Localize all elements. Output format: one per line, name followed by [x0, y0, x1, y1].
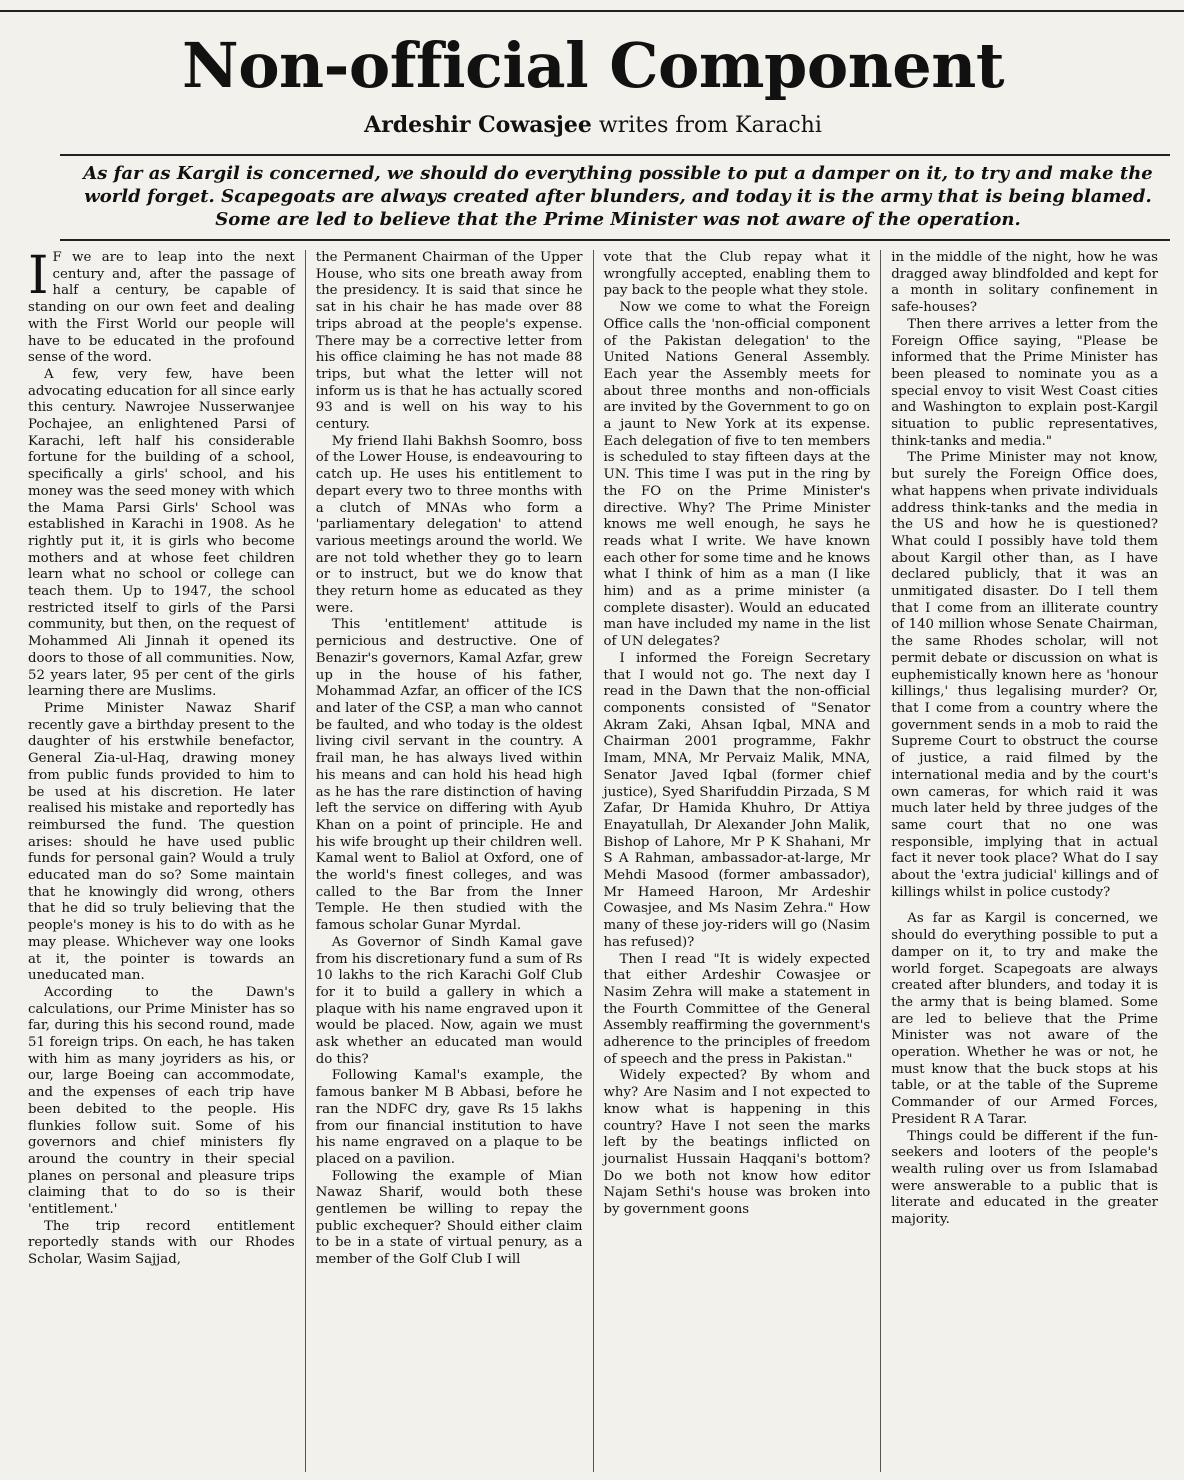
paragraph: Now we come to what the Foreign Office calls the 'non-official component of the Pakistan delegation' to the United Nations General Assembly. Each year the Assembly meets for about three months and non-officials are invited by the Government to go on a jaunt to New York at its expense. Each delegation of five to ten members is scheduled to stay fifteen days at the UN. This time I was put in the ring by the FO on the Prime Minister's directive. Why? The Prime Minister knows me well enough, he says he reads what I write. We have known each other for some time and he knows what I think of him as a man (I like him) and as a prime minister (a complete disaster). Would an educated man have included my name in the list of UN delegates? — [603, 300, 871, 650]
article-page — [18, 14, 1168, 1476]
column-3 — [593, 250, 881, 1472]
deck: As far as Kargil is concerned, we should do everything possible to put a damper on it, to try and make the world forget. Scapegoats are always created after blunders, and today it is the army that is being blamed. Some are led to believe that the Prime Minister was not aware of the operation. — [83, 163, 1153, 230]
headline: Non-official Component — [182, 29, 1004, 102]
paragraph: Following Kamal's example, the famous banker M B Abbasi, before he ran the NDFC dry, gave Rs 15 lakhs from our financial institution to have his name engraved on a plaque to be placed on a pavilion. — [315, 1068, 583, 1167]
paragraph: The Prime Minister may not know, but surely the Foreign Office does, what happens when private individuals address think-tanks and the media in the US and how he is questioned? What could I possibly have told them about Kargil other than, as I have declared publicly, that it was an unmitigated disaster. Do I tell them that I come from an illiterate country of 140 million whose Senate Chairman, the same Rhodes scholar, will not permit debate or discussion on what is euphemistically known here as 'honour killings,' thus legalising murder? Or, that I come from a country where the government sends in a mob to raid the Supreme Court to obstruct the course of justice, a raid filmed by the international media and by the court's own cameras, for which raid it was much later held by three judges of the same court that no one was responsible, implying that in actual fact it never took place? What do I say about the 'extra judicial' killings and of killings whilst in police custody? — [891, 450, 1158, 900]
column-2 — [305, 250, 593, 1472]
paragraph: The trip record entitlement reportedly stands with our Rhodes Scholar, Wasim Sajjad, — [28, 1218, 295, 1268]
article-columns — [18, 250, 1168, 1472]
paragraph: Then there arrives a letter from the Foreign Office saying, "Please be informed that the Prime Minister has been pleased to nominate you as a special envoy to visit West Coast cities and Washington to explain post-Kargil situation to public representatives, think-tanks and media." — [891, 316, 1158, 449]
column-4 — [880, 250, 1168, 1472]
byline-author: Ardeshir Cowasjee — [364, 112, 592, 138]
paragraph: I informed the Foreign Secretary that I would not go. The next day I read in the Dawn that the non-official components consisted of "Senator Akram Zaki, Ahsan Iqbal, MNA and Chairman 2001 programme, Fakhr Imam, MNA, Mr Pervaiz Malik, MNA, Senator Javed Iqbal (former chief justice), Syed Sharifuddin Pirzada, S M Zafar, Dr Hamida Khuhro, Dr Attiya Enayatullah, Dr Alexander John Malik, Bishop of Lahore, Mr P K Shahani, Mr S A Rahman, ambassador-at-large, Mr Mehdi Masood (former ambassador), Mr Hameed Haroon, Mr Ardeshir Cowasjee, and Ms Nasim Zehra." How many of these joy-riders will go (Nasim has refused)? — [603, 650, 871, 950]
paragraph: the Permanent Chairman of the Upper House, who sits one breath away from the presidency. It is said that since he sat in his chair he has made over 88 trips abroad at the people's expense. There may be a corrective letter from his office claiming he has not made 88 trips, but what the letter will not inform us is that he has actually scored 93 and is well on his way to his century. — [315, 250, 583, 433]
paragraph: A few, very few, have been advocating education for all since early this century. Nawrojee Nusserwanjee Pochajee, an enlightened Parsi of Karachi, left half his considerable fortune for the building of a school, specifically a girls' school, and his money was the seed money with which the Mama Parsi Girls' School was established in Karachi in 1908. As he rightly put it, it is girls who become mothers and at whose feet children learn what no school or college can teach them. Up to 1947, the school restricted itself to girls of the Parsi community, but then, on the request of Mohammed Ali Jinnah it opened its doors to those of all communities. Now, 52 years later, 95 per cent of the girls learning there are Muslims. — [28, 366, 295, 700]
column-1 — [18, 250, 305, 1472]
paragraph-gap — [891, 901, 1158, 911]
top-rule — [0, 0, 1184, 12]
deck-rule-bottom — [60, 239, 1170, 241]
paragraph: in the middle of the night, how he was dragged away blindfolded and kept for a month in solitary confinement in safe-houses? — [891, 250, 1158, 316]
paragraph: Prime Minister Nawaz Sharif recently gave a birthday present to the daughter of his erstwhile benefactor, General Zia-ul-Haq, drawing money from public funds provided to him to be used at his discretion. He later realised his mistake and reportedly has reimbursed the fund. The question arises: should he have used public funds for personal gain? Would a truly educated man do so? Some maintain that he knowingly did wrong, others that he did so truly believing that the people's money is his to do with as he may please. Whichever way one looks at it, the pointer is towards an uneducated man. — [28, 700, 295, 984]
paragraph: Then I read "It is widely expected that either Ardeshir Cowasjee or Nasim Zehra will make a statement in the Fourth Committee of the General Assembly reaffirming the government's adherence to the principles of freedom of speech and the press in Pakistan." — [603, 951, 871, 1067]
paragraph: I F we are to leap into the next century and, after the passage of half a century, be capable of standing on our own feet and dealing with the First World our people will have to be educated in the profound sense of the word. — [28, 250, 295, 366]
paragraph: As Governor of Sindh Kamal gave from his discretionary fund a sum of Rs 10 lakhs to the rich Karachi Golf Club for it to build a gallery in which a plaque with his name engraved upon it would be placed. Now, again we must ask whether an educated man would do this? — [315, 934, 583, 1067]
paragraph: My friend Ilahi Bakhsh Soomro, boss of the Lower House, is endeavouring to catch up. He uses his entitlement to depart every two to three months with a clutch of MNAs who form a 'parliamentary delegation' to attend various meetings around the world. We are not told whether they go to learn or to instruct, but we do know that they return home as educated as they were. — [315, 433, 583, 616]
paragraph: vote that the Club repay what it wrongfully accepted, enabling them to pay back to the people what they stole. — [603, 250, 871, 299]
paragraph: Following the example of Mian Nawaz Sharif, would both these gentlemen be willing to repay the public exchequer? Should either claim to be in a state of virtual penury, as a member of the Golf Club I will — [315, 1168, 583, 1268]
byline — [18, 110, 1168, 141]
byline-suffix: writes from Karachi — [598, 113, 822, 138]
paragraph: Things could be different if the fun-seekers and looters of the people's wealth ruling over us from Islamabad were answerable to a public that is literate and educated in the greater majority. — [891, 1128, 1158, 1228]
paragraph: As far as Kargil is concerned, we should do everything possible to put a damper on it, to try and make the world forget. Scapegoats are always created after blunders, and today it is the army that is being blamed. Some are led to believe that the Prime Minister was not aware of the operation. Whether he was or not, he must know that the buck stops at his table, or at the table of the Supreme Commander of our Armed Forces, President R A Tarar. — [891, 911, 1158, 1127]
deck-rule-top — [60, 154, 1170, 156]
paragraph: This 'entitlement' attitude is pernicious and destructive. One of Benazir's governors, Kamal Azfar, grew up in the house of his father, Mohammad Azfar, an officer of the ICS and later of the CSP, a man who cannot be faulted, and who today is the oldest living civil servant in the country. A frail man, he has always lived within his means and can hold his head high as he has the rare distinction of having left the service on differing with Ayub Khan on a point of principle. He and his wife brought up their children well. Kamal went to Baliol at Oxford, one of the world's finest colleges, and was called to the Bar from the Inner Temple. He then studied with the famous scholar Gunar Myrdal. — [315, 617, 583, 934]
paragraph: According to the Dawn's calculations, our Prime Minister has so far, during this his second round, made 51 foreign trips. On each, he has taken with him as many joyriders as his, or our, large Boeing can accommodate, and the expenses of each trip have been debited to the people. His flunkies follow suit. Some of his governors and chief ministers fly around the country in their special planes on personal and pleasure trips claiming that to do so is their 'entitlement.' — [28, 984, 295, 1218]
drop-cap: I — [28, 250, 49, 306]
paragraph: Widely expected? By whom and why? Are Nasim and I not expected to know what is happening in this country? Have I not seen the marks left by the beatings inflicted on journalist Hussain Haqqani's bottom? Do we both not know how editor Najam Sethi's house was broken into by government goons — [603, 1068, 871, 1218]
